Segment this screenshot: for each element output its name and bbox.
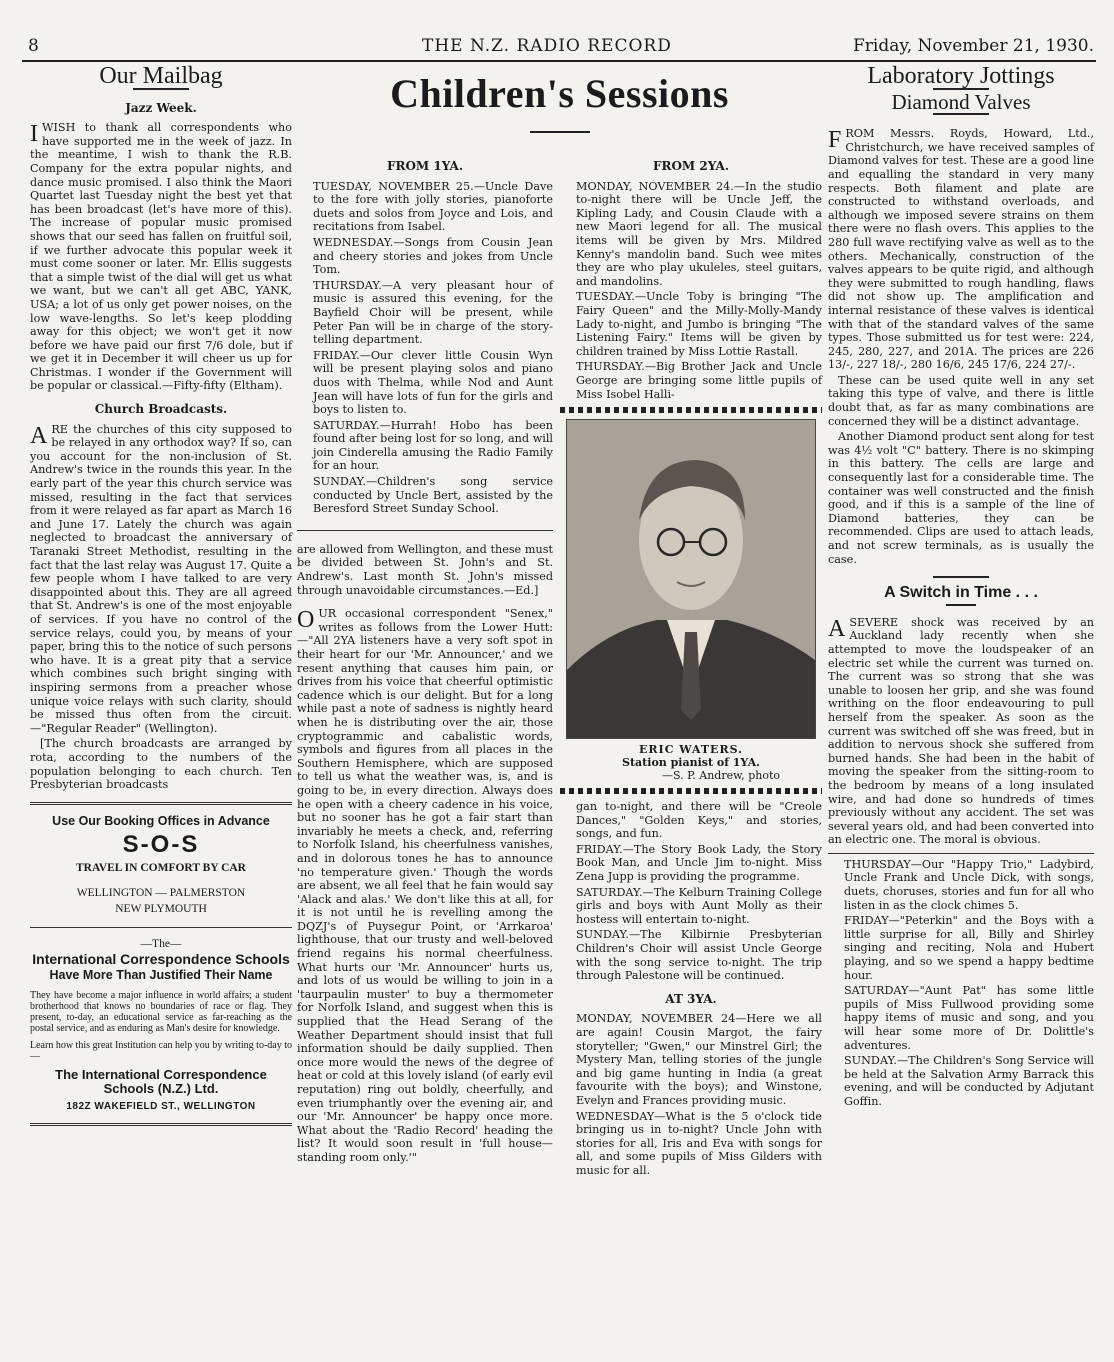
- lab-paragraph-1: FROM Messrs. Royds, Howard, Ltd., Christchurch, we have received samples of Diamond valves for test. These are a good line and equalling the standard in very many respects. Both filament and plate are constructed to withstand overloads, and although we imposed severe strains on them there were no flash overs. This applies to the 280 full wave rectifying valve as well as to the others. Mechanically, construction of the valves appears to be quite rigid, and although they were submitted to rough handling, flaws did not show up. The amplification and internal resistance of these valves is identical with that of the standard valves of the same types. Those submitted us for test were: 224, 245, 280, 227, and 201A. The prices are 226 13/-, 227 18/-, 280 16/6, 245 17/6, 224 27/-.: [828, 127, 1094, 372]
- church-broadcasts-title: Church Broadcasts.: [94, 402, 228, 417]
- ics-nz-name: The International Correspondence Schools (N.Z.) Ltd.: [55, 1067, 267, 1097]
- separator: [30, 802, 292, 805]
- ya1-tuesday: TUESDAY, NOVEMBER 25.—Uncle Dave to the fore with jolly stories, pianoforte duets and solos from Joyce and Lois, and recitations from Isabel.: [313, 179, 553, 234]
- heading-rule: [946, 604, 976, 606]
- ics-address: 182Z WAKEFIELD ST., WELLINGTON: [66, 1100, 256, 1112]
- dotted-border: [560, 788, 822, 794]
- mailbag-heading: Our Mailbag: [99, 63, 223, 89]
- ya3-thursday: THURSDAY—Our "Happy Trio," Ladybird, Uncle Frank and Uncle Dick, with songs, duets, choruses, stories and fun for all who listen in as the clock chimes 5.: [844, 857, 1094, 912]
- editor-reply-cont: are allowed from Wellington, and these must be divided between St. John's and St. Andrew's. Last month St. John's missed through unavoidable circumstances.—Ed.]: [297, 542, 553, 597]
- drop-cap: A: [828, 615, 846, 642]
- from-2ya-heading: FROM 2YA.: [652, 159, 730, 173]
- ya2-sunday: SUNDAY.—The Kilbirnie Presbyterian Children's Choir will assist Uncle George with the song service to-night. The trip through Palestone will be continued.: [576, 928, 822, 983]
- caption-credit: —S. P. Andrew, photo: [661, 769, 781, 783]
- senex-letter: OUR occasional correspondent "Senex," writes as follows from the Lower Hutt:—"All 2YA listeners have a very soft spot in their heart for our 'Mr. Announcer,' and we resent anything that causes him pain, or drives from his voice that cheerful optimistic cadence which is our delight. But for a long while past a note of sadness is nightly heard when he is distributing over the air, those cryptogrammic and cabalistic words, symbols and figures from all places in the Southern Hemisphere, which are supposed to tell us what the weather was, is, and is going to be, in every direction. Always does he open with a cheery cadence in his voice, but no sooner has he got a fair start than invariably he meets a check, and, referring to Norfolk Island, his cheerfulness vanishes, and in dolorous tones he has to announce 'no temperature given.' Though the words are absent, we all feel that he fain would say 'Alack and alas.' We don't like this at all, for it is not until he is revelling among the DQZJ's of Puysegur Point, or 'Arrkaroa' lighthouse, that our trusty and well-beloved friend regains his normal cheerfulness. What hurts our 'Mr. Announcer' hurts us, and lots of us would be willing to join in a 'taurpaulin muster' to buy a thermometer for Norfolk Island, and suggest when this is supplied that the Head Serang of the Weather Department should insist that full information should be daily supplied. Then once more would the news of the degree of heat or cold at this lovely island (of early evil reputation) ring out boldly, cheerfully, and even triumphantly over the evening air, and our 'Mr. Announcer' be happy once more. What about the 'Radio Record' heading the list? It would soon result in 'full house—standing room only.'": [297, 607, 553, 1164]
- drop-cap: O: [297, 607, 315, 634]
- masthead-rule: [22, 60, 1096, 62]
- diamond-valves-heading: Diamond Valves: [891, 89, 1031, 114]
- page-number: 8: [28, 36, 39, 56]
- separator: [297, 530, 553, 531]
- ics-name: International Correspondence Schools: [32, 951, 290, 968]
- ya3-wednesday: WEDNESDAY—What is the 5 o'clock tide bringing us in to-night? Uncle John with stories for all, Iris and Eva with songs for all, and some pupils of Miss Gilders with music for all.: [576, 1109, 822, 1177]
- masthead: [22, 36, 1094, 58]
- children-2ya-column: [560, 150, 822, 1180]
- photo-block: [560, 419, 822, 782]
- ya1-sunday: SUNDAY.—Children's song service conducted by Uncle Bert, assisted by the Beresford Street Sunday School.: [313, 475, 553, 516]
- separator: [30, 1123, 292, 1126]
- heading-rule: [530, 131, 590, 133]
- sos-logo: S-O-S: [122, 831, 200, 859]
- laboratory-heading: Laboratory Jottings: [867, 63, 1055, 89]
- ya3-saturday: SATURDAY—"Aunt Pat" has some little pupils of Miss Fullwood providing some happy items of music and song, and you will hear some more of Dr. Dolittle's adventures.: [844, 984, 1094, 1052]
- section-rule: [933, 576, 989, 578]
- ya2-saturday: SATURDAY.—The Kelburn Training College girls and boys with Aunt Molly as their hostess will entertain to-night.: [576, 885, 822, 926]
- jazz-week-title: Jazz Week.: [125, 100, 197, 115]
- caption-role: Station pianist of 1YA.: [622, 756, 760, 770]
- drop-cap: I: [30, 121, 38, 148]
- church-broadcasts-letter: ARE the churches of this city supposed to be relayed in any orthodox way? If so, can you account for the non-inclusion of St. Andrew's twice in the rounds this year. In the early part of the year this church service was missed, resulting in the fact that services from it were relayed as far apart as March 16 and June 17. Lately the church was again neglected to broadcast the anniversary of Taranaki Street Methodist, resulting in the fact that the last relay was August 17. Quite a few people whom I have talked to are very disappointed about this. They are all agreed that St. Andrew's is one of the most enjoyable of services. If you have no control of the service relays, could you, by means of your paper, bring this to the notice of such persons who have. It is a great pity that a service which combines such bright singing with inspiring sermons from a preacher whose unique voice relays with such clarity, should be missed thus often from the circuit.—"Regular Reader" (Wellington).: [30, 422, 292, 735]
- switch-heading: A Switch in Time . . .: [884, 584, 1038, 602]
- jazz-week-letter: IWISH to thank all correspondents who have supported me in the week of jazz. In the meantime, I wish to thank the R.B. Company for the extra popular nights, and dance music promised. I also think the Maori Quartet last Tuesday night the best yet that has been broadcast (let's have more of this). The increase of popular music promised shows that our seed has fallen on fruitful soil, if we further advocate this popular week it must come sooner or later. Mr. Ellis suggests that a simple twist of the dial will get us what we want, but we can't all get ABC, YANK, USA; a lot of us only get power noises, on the low wave-lengths. So let's keep plodding away for this object; we won't get it now before we have paid our first 7/6 dole, but if we get it in December it will cheer us up for Christmas. I wonder if the Government will be popular or classical.—Fifty-fifty (Eltham).: [30, 121, 292, 393]
- ya1-wednesday: WEDNESDAY.—Songs from Cousin Jean and cheery stories and jokes from Uncle Tom.: [313, 235, 553, 277]
- dotted-border: [560, 407, 822, 413]
- editor-reply: [The church broadcasts are arranged by rota, according to the numbers of the population belonging to each church. Ten Presbyterian broadcasts: [30, 737, 292, 792]
- mailbag-column: [30, 63, 292, 1136]
- ya2-friday: FRIDAY.—The Story Book Lady, the Story Book Man, and Uncle Jim to-night. Miss Zena Jupp is providing the programme.: [576, 842, 822, 884]
- children-heading-block: [297, 70, 822, 145]
- car-travel-ad: [30, 815, 292, 917]
- route-line-1: WELLINGTON — PALMERSTON: [76, 887, 246, 900]
- separator: [30, 927, 292, 928]
- lab-paragraph-3: Another Diamond product sent along for test was 4½ volt "C" battery. There is no skimping in this battery. The cells are large and consequently last for a considerable time. The container was well constructed and the finish good, and if this is a sample of the line of Diamond batteries, they can be recommended. Clips are used to attach leads, and not screw terminals, as is usually the case.: [828, 430, 1094, 566]
- ics-ad: [30, 938, 292, 1114]
- travel-comfort: TRAVEL IN COMFORT BY CAR: [76, 861, 246, 874]
- ya2-monday: MONDAY, NOVEMBER 24.—In the studio to-night there will be Uncle Jeff, the Kipling Lady, and Cousin Claude with a new Maori legend for all. The musical items will be given by Mrs. Mildred Kenny's mandolin band. Such wee mites they are who play ukuleles, steel guitars, and mandolins.: [576, 179, 822, 288]
- ya1-thursday: THURSDAY.—A very pleasant hour of music is assured this evening, for the Bayfield Choir will be present, while Peter Pan will be in charge of the story-telling department.: [313, 278, 553, 347]
- photo-caption: [560, 743, 822, 782]
- ya2-tuesday: TUESDAY.—Uncle Toby is bringing "The Fairy Queen" and the Milly-Molly-Mandy Lady to-night, and Jumbo is bringing "The Listening Fairy." Items will be given by children trained by Miss Lottie Rastall.: [576, 290, 822, 358]
- ya1-friday: FRIDAY.—Our clever little Cousin Wyn will be present playing solos and piano duos with Thelma, while Nod and Aunt Jean will have lots of fun for the girls and boys to listen to.: [313, 348, 553, 417]
- ya3-friday: FRIDAY—"Peterkin" and the Boys with a little surprise for all, Billy and Shirley singing and reciting, Nola and Hubert playing, and so we spend a happy bedtime hour.: [844, 914, 1094, 982]
- portrait-image: [567, 420, 815, 738]
- ya2-thursday-cont: gan to-night, and there will be "Creole Dances," "Golden Keys," and stories, songs, and fun.: [576, 800, 822, 841]
- paper-title: THE N.Z. RADIO RECORD: [422, 36, 672, 56]
- issue-date: Friday, November 21, 1930.: [852, 36, 1094, 56]
- ya2-thursday: THURSDAY.—Big Brother Jack and Uncle George are bringing some little pupils of Miss Isobel Halli-: [576, 360, 822, 401]
- ya1-saturday: SATURDAY.—Hurrah! Hobo has been found after being lost for so long, and will join Cinderella amusing the Radio Family for an hour.: [313, 418, 553, 473]
- ics-description: They have become a major influence in world affairs; a student brotherhood that knows no boundaries of race or flag. They present, to-day, an educational service as far-reaching as the postal service, and as enduring as Man's desire for knowledge.: [30, 990, 292, 1035]
- ics-tagline: Have More Than Justified Their Name: [49, 967, 273, 982]
- booking-offices: Use Our Booking Offices in Advance: [52, 813, 270, 828]
- ya3-sunday: SUNDAY.—The Children's Song Service will be held at the Salvation Army Barrack this evening, and will be conducted by Adjutant Goffin.: [844, 1054, 1094, 1108]
- drop-cap: F: [828, 127, 842, 154]
- lab-paragraph-2: These can be used quite well in any set taking this type of valve, and there is little doubt that, as far as many combinations are concerned they will be a distinct advantage.: [828, 373, 1094, 428]
- children-sessions-heading: Children's Sessions: [390, 71, 729, 116]
- ics-learn: Learn how this great Institution can help you by writing to-day to—: [30, 1040, 292, 1063]
- route-line-2: NEW PLYMOUTH: [115, 903, 207, 916]
- newspaper-page: [22, 30, 1096, 1350]
- ya3-monday: MONDAY, NOVEMBER 24—Here we all are again! Cousin Margot, the fairy storyteller; "Gwen," our Minstrel Girl; the Mystery Man, telling stories of the jungle and big game hunting in India (a great favourite with the boys); and Winstone, Evelyn and Frances providing music.: [576, 1012, 822, 1107]
- children-1ya-column: [297, 150, 553, 1167]
- eric-waters-photo: [566, 419, 816, 739]
- ics-the: —The—: [140, 937, 182, 950]
- separator: [828, 853, 1094, 854]
- drop-cap: A: [30, 422, 48, 449]
- caption-name: ERIC WATERS.: [639, 743, 743, 757]
- from-1ya-heading: FROM 1YA.: [386, 159, 464, 173]
- at-3ya-heading: AT 3YA.: [665, 991, 717, 1006]
- laboratory-column: [828, 63, 1094, 1111]
- switch-story: ASEVERE shock was received by an Auckland lady recently when she attempted to move the loudspeaker of an electric set while the current was turned on. The current was so strong that she was unable to loosen her grip, and she was found writhing on the floor endeavouring to pull herself from the speaker. As soon as the current was switched off she was freed, but in addition to nervous shock she suffered from burned hands. She had been in the habit of moving the speaker from the sitting-room to the bedroom by means of a long insulated wire, and had done so hundreds of times previously without any accident. The set was several years old, and had been converted into an electric one. The moral is obvious.: [828, 615, 1094, 847]
